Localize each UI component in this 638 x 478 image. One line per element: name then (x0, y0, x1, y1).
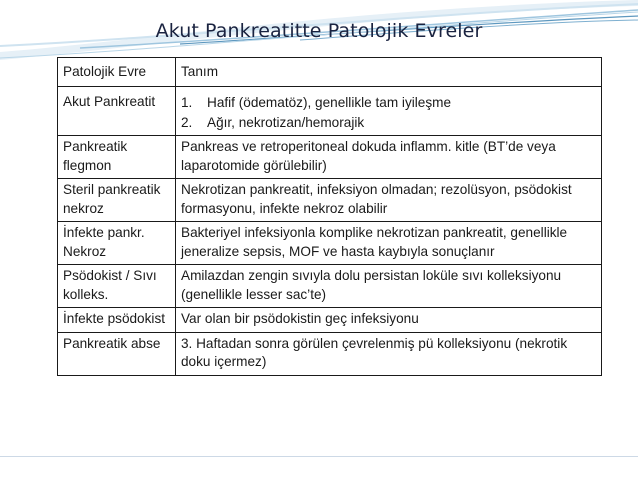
stage-cell: Pankreatik flegmon (58, 136, 176, 179)
list-number: 1. (181, 95, 193, 110)
table-row (58, 179, 602, 222)
definition-cell: Var olan bir psödokistin geç infeksiyonu (176, 308, 602, 333)
table-row (58, 265, 602, 308)
stage-cell: Steril pankreatik nekroz (58, 179, 176, 222)
list-item (181, 113, 596, 133)
list-text: Hafif (ödematöz), genellikle tam iyileşme (207, 95, 452, 110)
table-row (58, 87, 602, 136)
stage-cell: İnfekte psödokist (58, 308, 176, 333)
stage-cell: İnfekte pankr. Nekroz (58, 222, 176, 265)
definition-cell: Pankreas ve retroperitoneal dokuda inflamm. kitle (BT’de veya laparotomide görülebilir) (176, 136, 602, 179)
definition-cell: Nekrotizan pankreatit, infeksiyon olmadan; rezolüsyon, psödokist formasyonu, infekte nekroz olabilir (176, 179, 602, 222)
list-text: Ağır, nekrotizan/hemorajik (207, 115, 365, 130)
slide-title: Akut Pankreatitte Patolojik Evreler (155, 20, 483, 42)
header-definition: Tanım (176, 58, 602, 87)
table-header-row (58, 58, 602, 87)
definition-cell: 3. Haftadan sonra görülen çevrelenmiş pü kolleksiyonu (nekrotik doku içermez) (176, 332, 602, 375)
footer-divider (0, 456, 638, 457)
definition-cell: Amilazdan zengin sıvıyla dolu persistan loküle sıvı kolleksiyonu (genellikle lesser sac’te) (176, 265, 602, 308)
stage-cell: Pankreatik abse (58, 332, 176, 375)
table-row (58, 308, 602, 333)
definition-list (181, 93, 596, 133)
definition-cell (176, 87, 602, 136)
stage-cell: Psödokist / Sıvı kolleks. (58, 265, 176, 308)
definition-cell: Bakteriyel infeksiyonla komplike nekrotizan pankreatit, genellikle jeneralize sepsis, MOF ve hasta kaybıyla sonuçlanır (176, 222, 602, 265)
table-row (58, 136, 602, 179)
stage-cell: Akut Pankreatit (58, 87, 176, 136)
header-stage: Patolojik Evre (58, 58, 176, 87)
table-row (58, 222, 602, 265)
list-number: 2. (181, 115, 193, 130)
list-item (181, 93, 596, 113)
stages-table (57, 57, 602, 376)
table-row (58, 332, 602, 375)
